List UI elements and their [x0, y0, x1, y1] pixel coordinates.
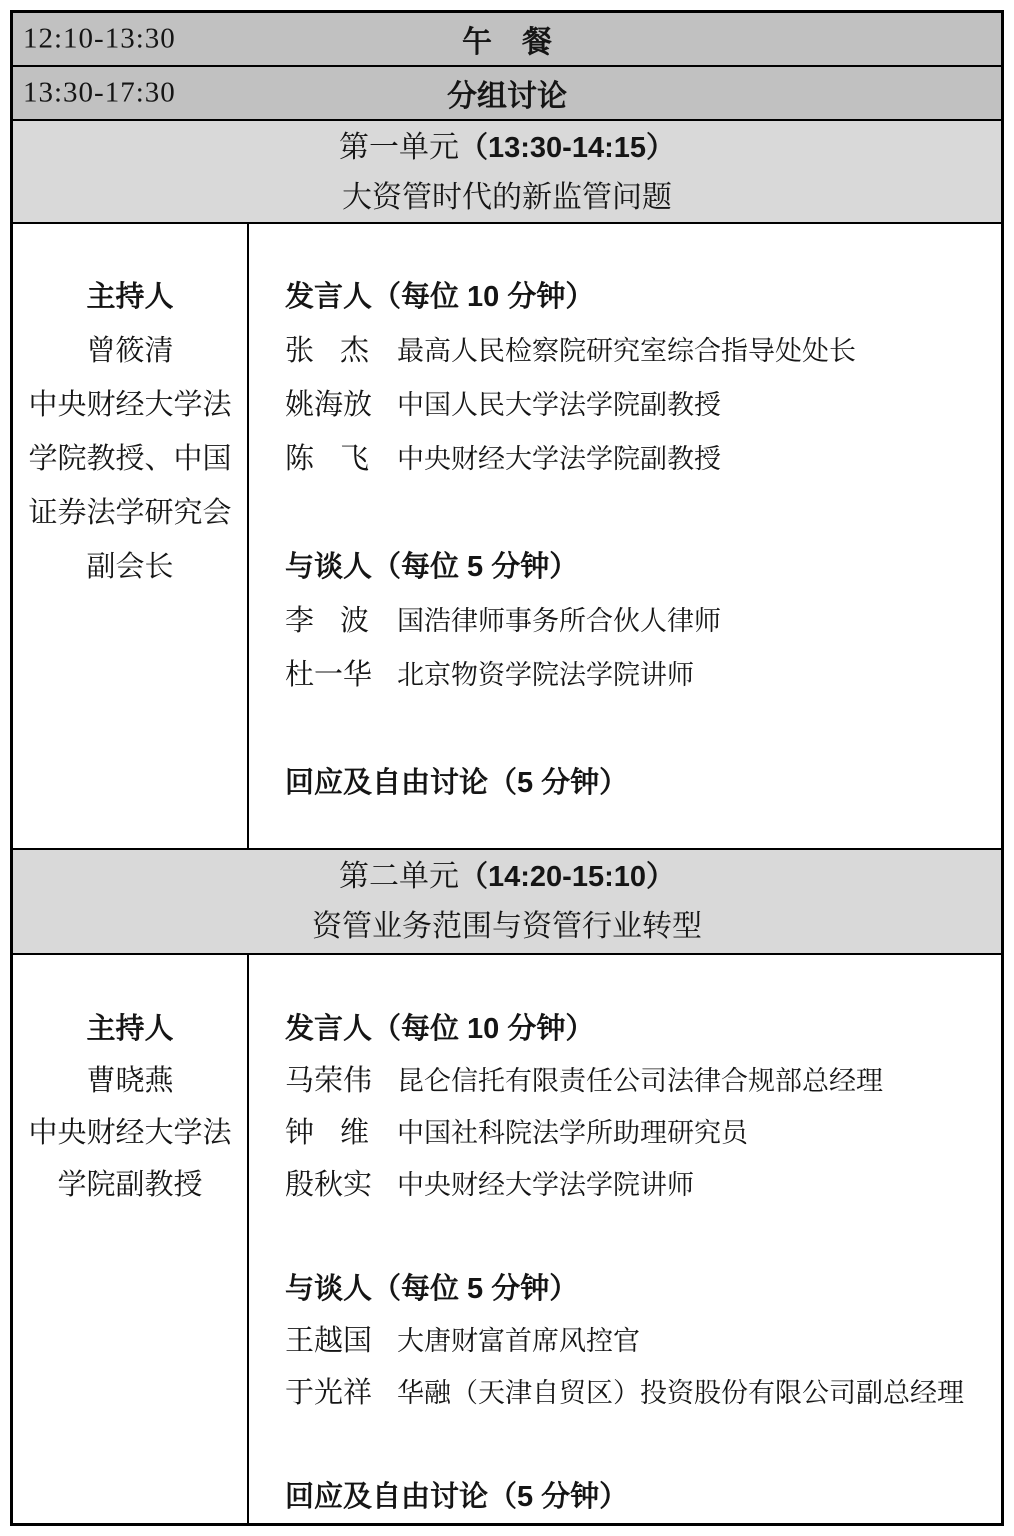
- blank-line: [285, 1211, 1001, 1263]
- closing-line: 回应及自由讨论（5 分钟）: [285, 766, 629, 799]
- speaker-row: [285, 1107, 1001, 1159]
- host-line: 曾筱清: [86, 334, 174, 367]
- discussant-title: 大唐财富首席风控官: [397, 1326, 640, 1356]
- agenda-table: [10, 10, 1004, 1526]
- host-line: 曹晓燕: [86, 1065, 174, 1097]
- host-label: 主持人: [86, 280, 174, 313]
- event-title: 分组讨论: [447, 79, 567, 113]
- host-line: 学院教授、中国: [28, 442, 232, 475]
- speaker-title: 中央财经大学法学院副教授: [397, 443, 721, 474]
- blank-line: [285, 486, 1001, 540]
- host-line: 学院副教授: [57, 1169, 203, 1201]
- unit1-title-line: [13, 123, 1001, 173]
- unit1-title: 第一单元: [339, 130, 459, 164]
- time-row-lunch: [13, 13, 1001, 65]
- speaker-title: 中国社科院法学所助理研究员: [397, 1118, 748, 1148]
- time-range: 13:30-17:30: [23, 76, 176, 109]
- discussant-name: 于光祥: [285, 1377, 373, 1409]
- discussant-name: 杜一华: [285, 658, 373, 691]
- unit1-main-column: [249, 224, 1001, 849]
- unit2-main-column: [249, 955, 1001, 1523]
- speakers-heading: 发言人（每位 10 分钟）: [285, 1013, 595, 1045]
- speaker-name: 姚海放: [285, 388, 373, 421]
- discussant-row: [285, 1367, 1001, 1419]
- time-row-discussion: [13, 65, 1001, 119]
- speaker-name: 陈飞: [285, 442, 369, 475]
- host-line: 副会长: [86, 550, 174, 583]
- unit1-body: [13, 222, 1001, 849]
- unit2-title-line: [13, 852, 1001, 902]
- unit1-time: （13:30-14:15）: [459, 131, 675, 164]
- speaker-row: [285, 432, 1001, 486]
- speaker-name: 殷秋实: [285, 1169, 373, 1201]
- unit2-body: [13, 953, 1001, 1523]
- discussant-title: 华融（天津自贸区）投资股份有限公司副总经理: [397, 1378, 964, 1408]
- speaker-title: 中国人民大学法学院副教授: [397, 389, 721, 420]
- time-range: 12:10-13:30: [23, 22, 176, 55]
- discussant-name: 李波: [285, 604, 369, 637]
- speaker-row: [285, 1055, 1001, 1107]
- speaker-title: 最高人民检察院研究室综合指导处处长: [397, 335, 856, 366]
- discussant-row: [285, 594, 1001, 648]
- unit2-title: 第二单元: [339, 860, 459, 894]
- discussant-title: 北京物资学院法学院讲师: [397, 659, 694, 690]
- closing-line: 回应及自由讨论（5 分钟）: [285, 1481, 629, 1513]
- speaker-row: [285, 378, 1001, 432]
- speaker-name: 张杰: [285, 334, 369, 367]
- host-label: 主持人: [86, 1013, 174, 1045]
- host-line: 证券法学研究会: [28, 496, 232, 529]
- unit2-header: [13, 848, 1001, 953]
- speaker-row: [285, 1159, 1001, 1211]
- unit2-topic: 资管业务范围与资管行业转型: [312, 910, 702, 944]
- host-line: 中央财经大学法: [28, 388, 232, 421]
- host-line: 中央财经大学法: [28, 1117, 232, 1149]
- discussant-title: 国浩律师事务所合伙人律师: [397, 605, 721, 636]
- blank-line: [285, 1419, 1001, 1471]
- speaker-row: [285, 324, 1001, 378]
- unit1-header: [13, 119, 1001, 222]
- discussant-row: [285, 1315, 1001, 1367]
- speaker-title: 中央财经大学法学院讲师: [397, 1170, 694, 1200]
- speaker-name: 马荣伟: [285, 1065, 373, 1097]
- speaker-name: 钟维: [285, 1117, 369, 1149]
- speakers-heading: 发言人（每位 10 分钟）: [285, 280, 595, 313]
- unit1-topic: 大资管时代的新监管问题: [342, 180, 672, 214]
- discussant-name: 王越国: [285, 1325, 373, 1357]
- unit2-time: （14:20-15:10）: [459, 861, 675, 894]
- discussant-row: [285, 648, 1001, 702]
- speaker-title: 昆仑信托有限责任公司法律合规部总经理: [397, 1066, 883, 1096]
- unit1-host-column: [13, 224, 249, 849]
- blank-line: [285, 702, 1001, 756]
- discussants-heading: 与谈人（每位 5 分钟）: [285, 550, 579, 583]
- unit2-host-column: [13, 955, 249, 1523]
- discussants-heading: 与谈人（每位 5 分钟）: [285, 1273, 579, 1305]
- event-title: 午 餐: [462, 25, 552, 59]
